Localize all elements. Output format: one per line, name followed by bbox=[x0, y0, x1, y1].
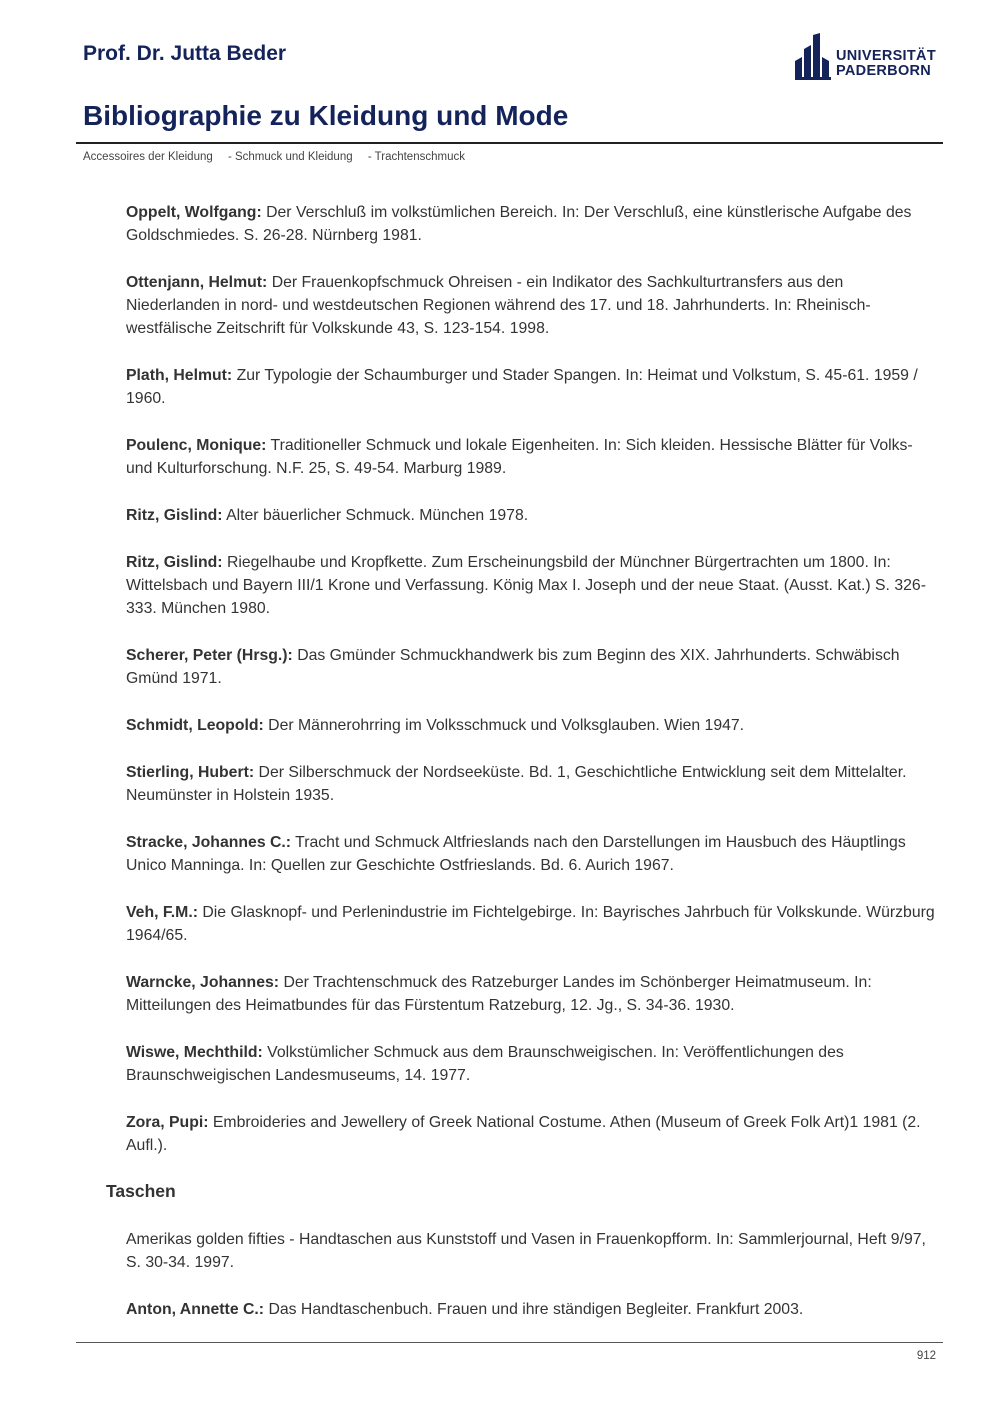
bibliography-entry bbox=[126, 364, 938, 410]
bibliography-entry bbox=[126, 434, 938, 480]
entry-author: Anton, Annette C.: bbox=[126, 1301, 265, 1318]
bibliography-entry bbox=[126, 271, 938, 340]
entry-author: Scherer, Peter (Hrsg.): bbox=[126, 647, 293, 664]
entry-text: Der Männerohrring im Volksschmuck und Volksglauben. Wien 1947. bbox=[268, 717, 745, 734]
entry-text: Amerikas golden fifties - Handtaschen aus Kunststoff und Vasen in Frauenkopfform. In: Sammlerjournal, Heft 9/97, S. 30-34. 1997. bbox=[126, 1231, 926, 1271]
university-logo-mark-icon bbox=[795, 33, 833, 81]
bibliography-list bbox=[106, 201, 938, 1345]
bibliography-entry bbox=[126, 504, 938, 527]
entry-author: Stracke, Johannes C.: bbox=[126, 834, 292, 851]
breadcrumb-item: - Trachtenschmuck bbox=[367, 151, 465, 163]
entry-text: Volkstümlicher Schmuck aus dem Braunschweigischen. In: Veröffentlichungen des Braunschweigischen Landesmuseums, 14. 1977. bbox=[126, 1044, 844, 1084]
entry-author: Ritz, Gislind: bbox=[126, 554, 223, 571]
bibliography-entry bbox=[126, 1111, 938, 1157]
breadcrumb-item: - Schmuck und Kleidung bbox=[227, 151, 353, 163]
entry-text: Das Handtaschenbuch. Frauen und ihre ständigen Begleiter. Frankfurt 2003. bbox=[268, 1301, 804, 1318]
entry-author: Stierling, Hubert: bbox=[126, 764, 255, 781]
bibliography-entry bbox=[126, 1041, 938, 1087]
entry-text: Der Trachtenschmuck des Ratzeburger Landes im Schönberger Heimatmuseum. In: Mitteilungen des Heimatbundes für das Fürstentum Ratzeburg, 12. Jg., S. 34-36. 1930. bbox=[126, 974, 872, 1014]
bibliography-entry bbox=[126, 761, 938, 807]
entry-text: Der Verschluß im volkstümlichen Bereich. In: Der Verschluß, eine künstlerische Aufgabe des Goldschmiedes. S. 26-28. Nürnberg 1981. bbox=[126, 204, 912, 244]
entry-author: Veh, F.M.: bbox=[126, 904, 198, 921]
breadcrumb-item: Accessoires der Kleidung bbox=[83, 151, 213, 163]
entry-text: Der Silberschmuck der Nordseeküste. Bd. 1, Geschichtliche Entwicklung seit dem Mittelalter. Neumünster in Holstein 1935. bbox=[126, 764, 907, 804]
entry-text: Traditioneller Schmuck und lokale Eigenheiten. In: Sich kleiden. Hessische Blätter für Volks- und Kulturforschung. N.F. 25, S. 49-54. Marburg 1989. bbox=[126, 437, 913, 477]
logo-line-1: UNIVERSITÄT bbox=[836, 48, 936, 64]
breadcrumb bbox=[83, 151, 477, 163]
entry-text: Embroideries and Jewellery of Greek National Costume. Athen (Museum of Greek Folk Art)1 1981 (2. Aufl.). bbox=[126, 1114, 921, 1154]
entry-author: Warncke, Johannes: bbox=[126, 974, 280, 991]
entry-author: Zora, Pupi: bbox=[126, 1114, 209, 1131]
entry-text: Die Glasknopf- und Perlenindustrie im Fichtelgebirge. In: Bayrisches Jahrbuch für Volkskunde. Würzburg 1964/65. bbox=[126, 904, 935, 944]
footer-rule bbox=[76, 1342, 943, 1343]
bibliography-entry bbox=[126, 714, 938, 737]
entry-author: Ritz, Gislind: bbox=[126, 507, 223, 524]
bibliography-entry bbox=[126, 644, 938, 690]
entry-author: Ottenjann, Helmut: bbox=[126, 274, 268, 291]
entry-author: Plath, Helmut: bbox=[126, 367, 233, 384]
page-number: 912 bbox=[916, 1350, 936, 1362]
entry-author: Wiswe, Mechthild: bbox=[126, 1044, 263, 1061]
bibliography-entry bbox=[126, 831, 938, 877]
bibliography-entry bbox=[126, 201, 938, 247]
entry-author: Poulenc, Monique: bbox=[126, 437, 267, 454]
header-rule bbox=[76, 142, 943, 144]
university-logo bbox=[795, 33, 935, 81]
entry-text: Der Frauenkopfschmuck Ohreisen - ein Indikator des Sachkulturtransfers aus den Niederlanden in nord- und westdeutschen Regionen während des 17. und 18. Jahrhunderts. In: Rheinisch-westfälische Zeitschrift für Volkskunde 43, S. 123-154. 1998. bbox=[126, 274, 871, 337]
logo-line-2: PADERBORN bbox=[836, 63, 932, 79]
entry-text: Riegelhaube und Kropfkette. Zum Erscheinungsbild der Münchner Bürgertrachten um 1800. In: Wittelsbach und Bayern III/1 Krone und Verfassung. König Max I. Joseph und der neue Staat. (Ausst. Kat.) S. 326-333. München 1980. bbox=[126, 554, 926, 617]
document-title: Bibliographie zu Kleidung und Mode bbox=[83, 100, 569, 131]
entry-text: Das Gmünder Schmuckhandwerk bis zum Beginn des XIX. Jahrhunderts. Schwäbisch Gmünd 1971. bbox=[126, 647, 900, 687]
bibliography-entry bbox=[126, 1228, 938, 1274]
author-name: Prof. Dr. Jutta Beder bbox=[83, 42, 287, 65]
bibliography-entry bbox=[126, 971, 938, 1017]
bibliography-entry bbox=[126, 1298, 938, 1321]
bibliography-entry bbox=[126, 551, 938, 620]
entry-author: Oppelt, Wolfgang: bbox=[126, 204, 262, 221]
bibliography-entry bbox=[126, 901, 938, 947]
entry-text: Zur Typologie der Schaumburger und Stader Spangen. In: Heimat und Volkstum, S. 45-61. 1959 / 1960. bbox=[126, 367, 918, 407]
entry-text: Tracht und Schmuck Altfrieslands nach den Darstellungen im Hausbuch des Häuptlings Unico Manninga. In: Quellen zur Geschichte Ostfrieslands. Bd. 6. Aurich 1967. bbox=[126, 834, 906, 874]
entry-author: Schmidt, Leopold: bbox=[126, 717, 264, 734]
section-heading: Taschen bbox=[106, 1181, 176, 1201]
entry-text: Alter bäuerlicher Schmuck. München 1978. bbox=[226, 507, 529, 524]
